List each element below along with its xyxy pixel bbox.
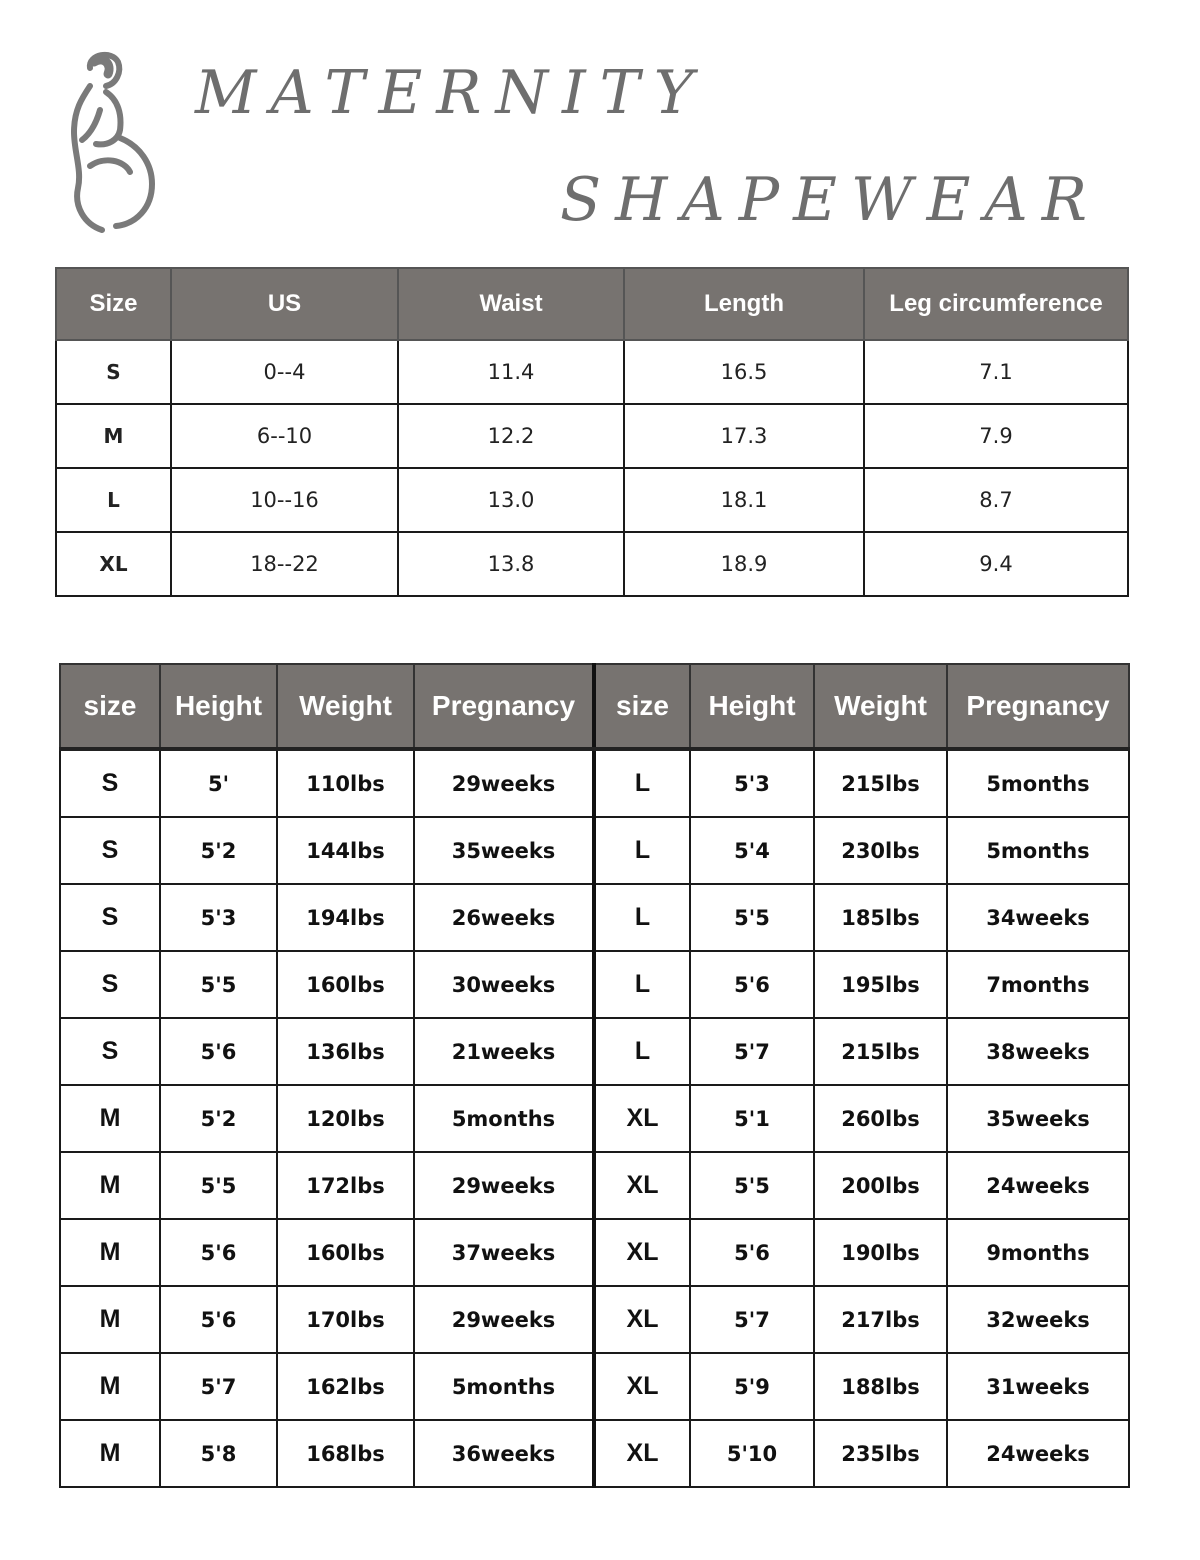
height-cell-left: 5'5: [160, 1152, 277, 1219]
weight-cell-right: 217lbs: [814, 1286, 947, 1353]
header-height-right: Height: [690, 664, 814, 749]
pregnancy-cell-right: 34weeks: [947, 884, 1129, 951]
header-size-right: size: [594, 664, 690, 749]
table-row: [60, 817, 1129, 884]
pregnancy-cell-left: 29weeks: [414, 1152, 594, 1219]
pregnancy-cell-right: 7months: [947, 951, 1129, 1018]
size-cell: S: [56, 340, 171, 404]
fit-reference-table: [59, 663, 1130, 1488]
pregnancy-cell-right: 5months: [947, 749, 1129, 817]
size-cell-left: S: [60, 749, 160, 817]
size-cell-right: L: [594, 1018, 690, 1085]
waist-cell: 11.4: [398, 340, 624, 404]
length-cell: 17.3: [624, 404, 864, 468]
table-row: [60, 749, 1129, 817]
weight-cell-right: 235lbs: [814, 1420, 947, 1487]
table-row: [56, 404, 1128, 468]
waist-cell: 13.0: [398, 468, 624, 532]
table-row: [56, 532, 1128, 596]
size-cell-left: M: [60, 1219, 160, 1286]
table-row: [60, 1085, 1129, 1152]
height-cell-left: 5': [160, 749, 277, 817]
weight-cell-left: 168lbs: [277, 1420, 414, 1487]
table-row: [60, 951, 1129, 1018]
weight-cell-right: 185lbs: [814, 884, 947, 951]
height-cell-left: 5'8: [160, 1420, 277, 1487]
pregnancy-cell-left: 30weeks: [414, 951, 594, 1018]
weight-cell-right: 215lbs: [814, 749, 947, 817]
weight-cell-left: 110lbs: [277, 749, 414, 817]
length-cell: 16.5: [624, 340, 864, 404]
header-length: Length: [624, 268, 864, 340]
size-cell-left: M: [60, 1152, 160, 1219]
weight-cell-left: 170lbs: [277, 1286, 414, 1353]
weight-cell-right: 230lbs: [814, 817, 947, 884]
height-cell-right: 5'4: [690, 817, 814, 884]
pregnancy-cell-right: 38weeks: [947, 1018, 1129, 1085]
header-us: US: [171, 268, 398, 340]
table-row: [60, 1420, 1129, 1487]
size-cell-left: M: [60, 1420, 160, 1487]
height-cell-left: 5'6: [160, 1018, 277, 1085]
height-cell-right: 5'6: [690, 951, 814, 1018]
waist-cell: 12.2: [398, 404, 624, 468]
pregnancy-cell-right: 35weeks: [947, 1085, 1129, 1152]
table-header-row: [56, 268, 1128, 340]
header-size-left: size: [60, 664, 160, 749]
pregnancy-cell-right: 24weeks: [947, 1152, 1129, 1219]
pregnant-woman-logo-icon: [60, 48, 160, 238]
weight-cell-right: 195lbs: [814, 951, 947, 1018]
size-cell: XL: [56, 532, 171, 596]
height-cell-left: 5'3: [160, 884, 277, 951]
table-header-row: [60, 664, 1129, 749]
weight-cell-right: 200lbs: [814, 1152, 947, 1219]
height-cell-left: 5'6: [160, 1219, 277, 1286]
table-row: [60, 884, 1129, 951]
pregnancy-cell-right: 32weeks: [947, 1286, 1129, 1353]
weight-cell-right: 190lbs: [814, 1219, 947, 1286]
weight-cell-right: 215lbs: [814, 1018, 947, 1085]
size-cell-right: XL: [594, 1420, 690, 1487]
size-cell-left: S: [60, 817, 160, 884]
weight-cell-left: 162lbs: [277, 1353, 414, 1420]
height-cell-right: 5'7: [690, 1286, 814, 1353]
height-cell-left: 5'7: [160, 1353, 277, 1420]
size-cell-right: XL: [594, 1152, 690, 1219]
header-leg-circumference: Leg circumference: [864, 268, 1128, 340]
height-cell-left: 5'2: [160, 1085, 277, 1152]
table-row: [56, 340, 1128, 404]
height-cell-left: 5'5: [160, 951, 277, 1018]
size-cell-right: XL: [594, 1219, 690, 1286]
leg-cell: 9.4: [864, 532, 1128, 596]
leg-cell: 7.1: [864, 340, 1128, 404]
pregnancy-cell-right: 5months: [947, 817, 1129, 884]
size-measurement-table: [55, 267, 1129, 597]
pregnancy-cell-left: 35weeks: [414, 817, 594, 884]
us-cell: 10--16: [171, 468, 398, 532]
height-cell-right: 5'5: [690, 1152, 814, 1219]
pregnancy-cell-left: 5months: [414, 1085, 594, 1152]
title-line-1: MATERNITY: [195, 58, 708, 128]
weight-cell-left: 160lbs: [277, 1219, 414, 1286]
height-cell-right: 5'3: [690, 749, 814, 817]
size-cell-right: L: [594, 884, 690, 951]
height-cell-right: 5'7: [690, 1018, 814, 1085]
height-cell-left: 5'6: [160, 1286, 277, 1353]
size-cell-right: L: [594, 749, 690, 817]
weight-cell-left: 194lbs: [277, 884, 414, 951]
header-pregnancy-left: Pregnancy: [414, 664, 594, 749]
size-cell-right: XL: [594, 1353, 690, 1420]
weight-cell-right: 260lbs: [814, 1085, 947, 1152]
pregnancy-cell-right: 24weeks: [947, 1420, 1129, 1487]
us-cell: 0--4: [171, 340, 398, 404]
weight-cell-left: 136lbs: [277, 1018, 414, 1085]
height-cell-right: 5'6: [690, 1219, 814, 1286]
pregnancy-cell-right: 9months: [947, 1219, 1129, 1286]
height-cell-right: 5'1: [690, 1085, 814, 1152]
leg-cell: 8.7: [864, 468, 1128, 532]
height-cell-right: 5'9: [690, 1353, 814, 1420]
waist-cell: 13.8: [398, 532, 624, 596]
pregnancy-cell-left: 26weeks: [414, 884, 594, 951]
pregnancy-cell-left: 21weeks: [414, 1018, 594, 1085]
weight-cell-left: 120lbs: [277, 1085, 414, 1152]
header-weight-left: Weight: [277, 664, 414, 749]
length-cell: 18.1: [624, 468, 864, 532]
header-waist: Waist: [398, 268, 624, 340]
title-line-2: SHAPEWEAR: [560, 165, 1101, 235]
us-cell: 18--22: [171, 532, 398, 596]
size-cell-left: S: [60, 884, 160, 951]
height-cell-right: 5'5: [690, 884, 814, 951]
table-row: [60, 1152, 1129, 1219]
size-cell-left: M: [60, 1286, 160, 1353]
length-cell: 18.9: [624, 532, 864, 596]
pregnancy-cell-left: 5months: [414, 1353, 594, 1420]
height-cell-left: 5'2: [160, 817, 277, 884]
weight-cell-right: 188lbs: [814, 1353, 947, 1420]
table-row: [56, 468, 1128, 532]
pregnancy-cell-left: 37weeks: [414, 1219, 594, 1286]
size-cell-left: S: [60, 951, 160, 1018]
size-cell-right: XL: [594, 1085, 690, 1152]
pregnancy-cell-right: 31weeks: [947, 1353, 1129, 1420]
size-cell-left: M: [60, 1353, 160, 1420]
size-cell-left: M: [60, 1085, 160, 1152]
header-size: Size: [56, 268, 171, 340]
size-cell: M: [56, 404, 171, 468]
pregnancy-cell-left: 29weeks: [414, 749, 594, 817]
size-cell-right: XL: [594, 1286, 690, 1353]
header-height-left: Height: [160, 664, 277, 749]
us-cell: 6--10: [171, 404, 398, 468]
table-row: [60, 1018, 1129, 1085]
weight-cell-left: 160lbs: [277, 951, 414, 1018]
pregnancy-cell-left: 29weeks: [414, 1286, 594, 1353]
size-cell-right: L: [594, 951, 690, 1018]
size-cell-right: L: [594, 817, 690, 884]
header-weight-right: Weight: [814, 664, 947, 749]
table-row: [60, 1286, 1129, 1353]
header-pregnancy-right: Pregnancy: [947, 664, 1129, 749]
height-cell-right: 5'10: [690, 1420, 814, 1487]
leg-cell: 7.9: [864, 404, 1128, 468]
weight-cell-left: 172lbs: [277, 1152, 414, 1219]
size-cell-left: S: [60, 1018, 160, 1085]
weight-cell-left: 144lbs: [277, 817, 414, 884]
pregnancy-cell-left: 36weeks: [414, 1420, 594, 1487]
table-row: [60, 1353, 1129, 1420]
size-cell: L: [56, 468, 171, 532]
table-row: [60, 1219, 1129, 1286]
